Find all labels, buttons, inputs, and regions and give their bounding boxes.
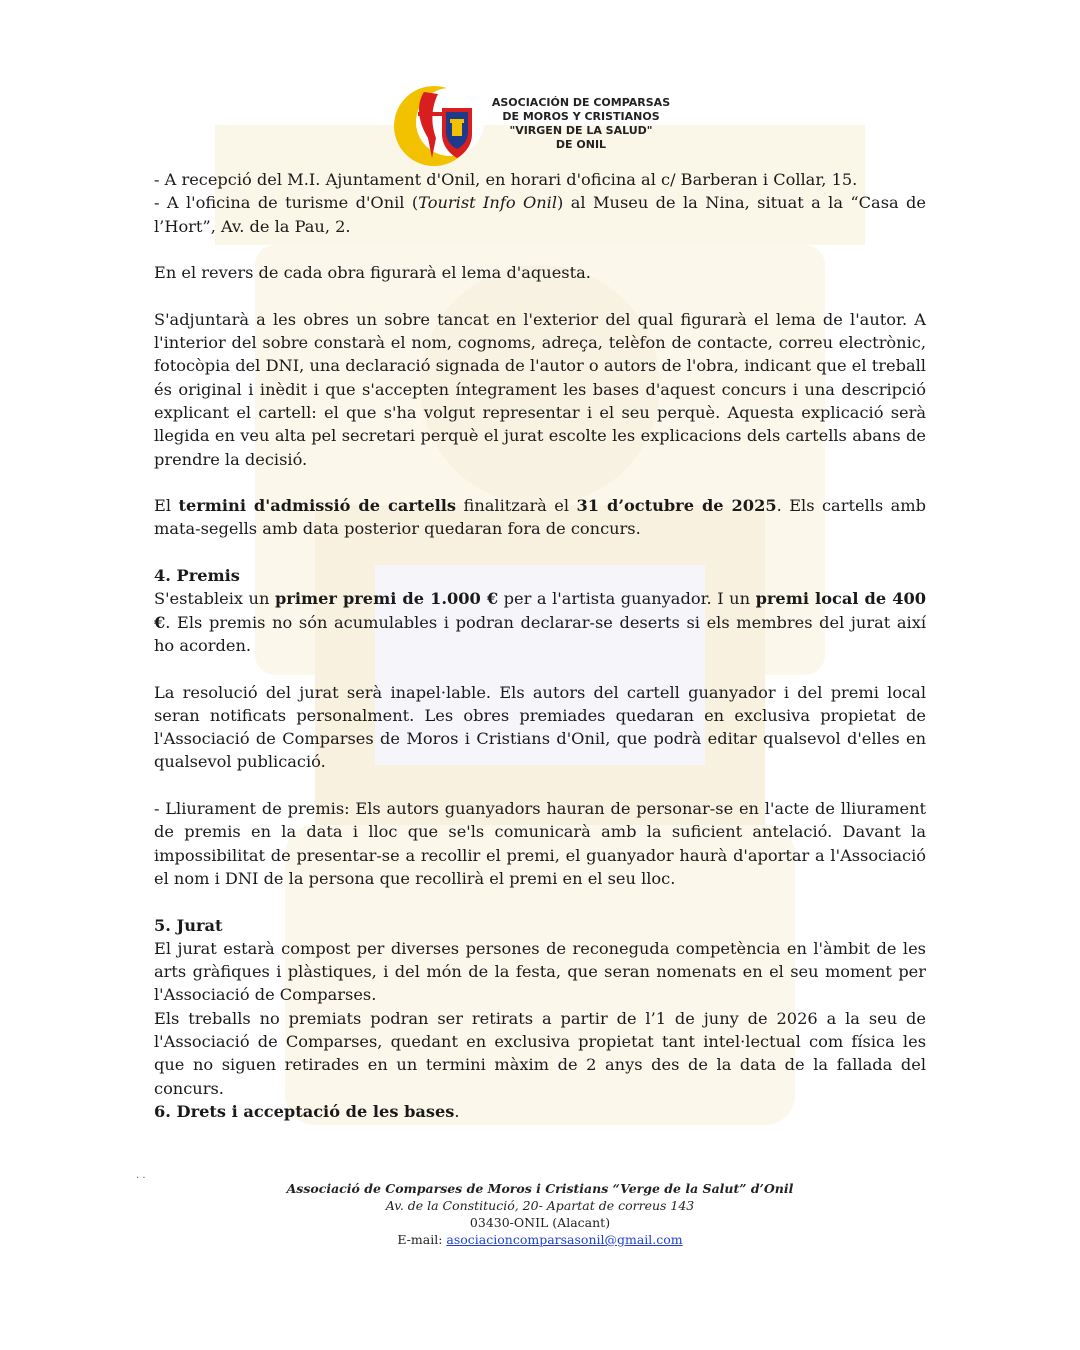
email-label: E-mail: (397, 1232, 447, 1247)
page-footer (160, 1180, 920, 1248)
org-name-line-4: DE ONIL (555, 138, 607, 151)
bold-run: 31 d’octubre de 2025 (576, 496, 777, 516)
text-run: . Els cartells amb mata-segells amb data posterior quedaran fora de concurs. (154, 496, 927, 539)
bold-run: termini d'admissió de cartells (178, 496, 457, 516)
footer-address: Av. de la Constitució, 20- Apartat de correus 143 (385, 1198, 695, 1213)
text-run: ) al Museu de la Nina, situat a la “Casa de l’Hort”, Av. de la Pau, 2. (154, 193, 926, 236)
paragraph-jury: El jurat estarà compost per diverses persones de reconeguda competència en l'àmbit de les arts gràfiques i plàstiques, i del món de la festa, que seran nomenats en el seu moment per l'Associació de Comparses. (154, 938, 926, 1005)
paragraph-deadline (154, 494, 926, 541)
footer-email (160, 1231, 920, 1248)
italic-run: Tourist Info Onil (418, 193, 558, 213)
footer-postal: 03430-ONIL (Alacant) (469, 1215, 611, 1230)
stray-dots: . . (136, 1170, 146, 1181)
organization-name (486, 96, 676, 152)
paragraph-reception: - A recepció del M.I. Ajuntament d'Onil, en horari d'oficina al c/ Barberan i Collar, 15. (154, 170, 858, 189)
email-link[interactable]: asociacioncomparsasonil@gmail.com (446, 1232, 683, 1247)
text-run: . (454, 1101, 460, 1121)
footer-org-name: Associació de Comparses de Moros i Cristians “Verge de la Salut” d’Onil (286, 1181, 794, 1196)
letterhead (388, 82, 688, 168)
paragraph-prize-delivery: - Lliurament de premis: Els autors guanyadors hauran de personar-se en l'acte de lliurament de premis en la data i lloc que se'ls comunicarà amb la suficient antelació. Davant la impossibilitat de presentar-se a recollir el premi, el guanyador haurà d'aportar a l'Associació el nom i DNI de la persona que recollirà el premi en el seu lloc. (154, 799, 926, 888)
text-run: El (154, 496, 179, 516)
org-name-line-1: ASOCIACIÓN DE COMPARSAS (491, 96, 671, 109)
paragraph-motto: En el revers de cada obra figurarà el lema d'aquesta. (154, 263, 591, 283)
paragraph-prizes (154, 587, 926, 657)
association-logo-icon (388, 82, 484, 168)
section-heading-prizes: 4. Premis (154, 566, 240, 586)
section-heading-rights (154, 1100, 926, 1123)
document-body (154, 168, 926, 1123)
bold-run: primer premi de 1.000 € (274, 589, 499, 609)
org-name-line-2: DE MOROS Y CRISTIANOS (502, 110, 660, 123)
bold-run: premi local de 400 € (154, 589, 926, 632)
section-heading-jury: 5. Jurat (154, 915, 223, 935)
text-run: . Els premis no són acumulables i podran declarar-se deserts si els membres del jurat així ho acorden. (154, 612, 926, 655)
paragraph-withdrawal: Els treballs no premiats podran ser retirats a partir de l’1 de juny de 2026 a la seu de l'Associació de Comparses, quedant en exclusiva propietat tant intel·lectual com física les que no siguen retirades en un termini màxim de 2 anys des de la data de la fallada del concurs. (154, 1008, 926, 1098)
paragraph-envelope: S'adjuntarà a les obres un sobre tancat en l'exterior del qual figurarà el lema de l'autor. A l'interior del sobre constarà el nom, cognoms, adreça, telèfon de contacte, correu electrònic, fotocòpia del DNI, una declaració signada de l'autor o autors de l'obra, indicant que el treball és original i inèdit i que s'accepten íntegrament les bases d'aquest concurs i una descripció explicant el cartell: el que s'ha volgut representar i el seu perquè. Aquesta explicació serà llegida en veu alta pel secretari perquè el jurat escolte les explicacions dels cartells abans de prendre la decisió. (154, 309, 926, 469)
paragraph-tourist-office (154, 191, 926, 238)
text-run: - A l'oficina de turisme d'Onil ( (154, 193, 419, 213)
paragraph-resolution: La resolució del jurat serà inapel·lable. Els autors del cartell guanyador i del premi local seran notificats personalment. Les obres premiades quedaran en exclusiva propietat de l'Associació de Comparses de Moros i Cristians d'Onil, que podrà editar qualsevol d'elles en qualsevol publicació. (154, 682, 926, 772)
text-run: S'estableix un (154, 589, 275, 609)
text-run: per a l'artista guanyador. I un (498, 589, 756, 609)
text-run: finalitzarà el (456, 496, 577, 516)
bold-run: 6. Drets i acceptació de les bases (154, 1101, 455, 1121)
org-name-line-3: "VIRGEN DE LA SALUD" (509, 124, 653, 137)
